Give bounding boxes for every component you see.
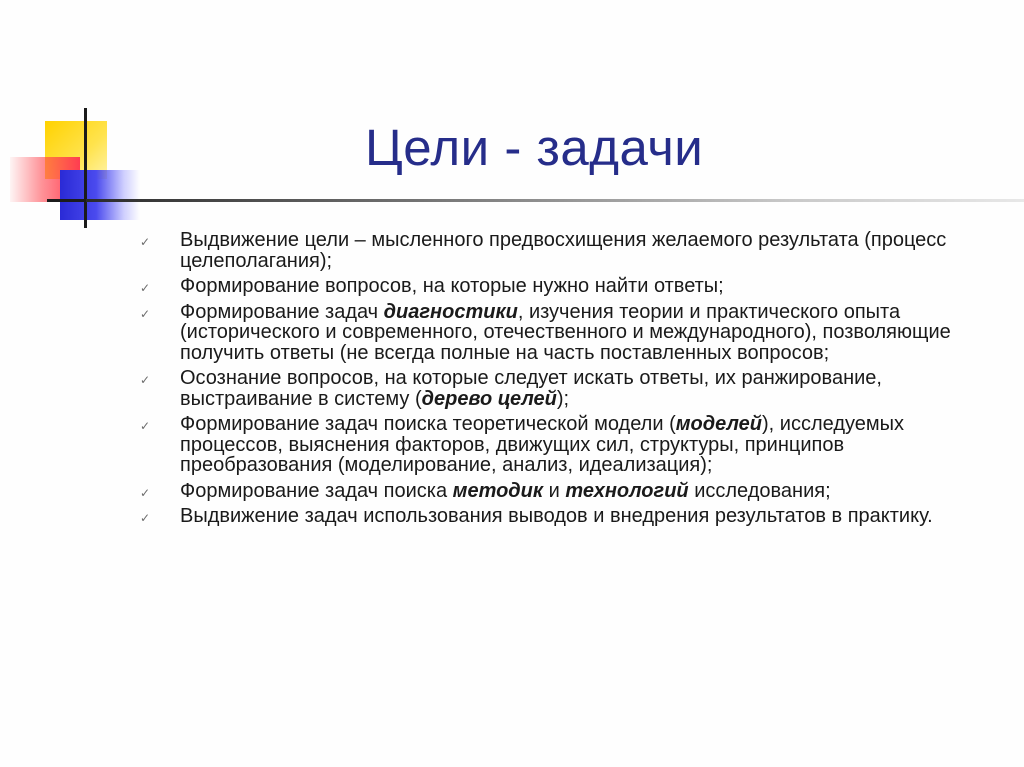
bullet-text: Формирование задач поиска теоретической модели ( (180, 413, 676, 435)
bullet-item (140, 479, 1000, 502)
check-icon: ✓ (140, 373, 151, 387)
bullet-item (140, 275, 1000, 297)
emphasis-term: методик (452, 479, 544, 502)
bullet-text: и (543, 479, 566, 502)
bullet-text: Формирование задач (180, 300, 384, 323)
bullet-text: исследования; (688, 479, 831, 502)
bullet-text: Формирование вопросов, на которые нужно найти ответы; (180, 275, 724, 297)
bullet-item (140, 300, 1000, 364)
bullet-item (140, 413, 1000, 476)
check-icon: ✓ (140, 235, 151, 249)
bullet-text: Выдвижение задач использования выводов и внедрения результатов в практику. (180, 505, 933, 527)
bullet-item (140, 367, 1000, 410)
bullet-text: Формирование задач поиска (180, 479, 453, 502)
emphasis-term: диагностики (383, 300, 518, 323)
check-icon: ✓ (140, 281, 151, 295)
bullet-list (140, 229, 1000, 532)
emphasis-term: дерево целей (421, 387, 557, 410)
bullet-text: Осознание вопросов, на которые следует искать ответы, их ранжирование, выстраивание в систему ( (180, 367, 882, 410)
check-icon: ✓ (140, 511, 151, 525)
bullet-text: Выдвижение цели – мысленного предвосхищения желаемого результата (процесс целеполагания); (180, 229, 947, 272)
title-underline (86, 199, 1024, 202)
bullet-text: ), исследуемых процессов, выяснения факторов, движущих сил, структуры, принципов преобразования (моделирование, анализ, идеализация); (180, 413, 905, 476)
check-icon: ✓ (140, 485, 151, 500)
slide-title: Цели - задачи (365, 119, 704, 176)
bullet-text: ); (556, 387, 570, 410)
decor-blue-square (60, 170, 140, 220)
check-icon: ✓ (140, 419, 151, 433)
emphasis-term: моделей (675, 413, 763, 435)
emphasis-term: технологий (565, 479, 689, 502)
bullet-item (140, 229, 1000, 272)
bullet-text: , изучения теории и практического опыта (исторического и современного, отечественного и международного), позволяющие получить ответы (не всегда полные на часть поставленных вопросов; (180, 300, 951, 364)
check-icon: ✓ (140, 306, 151, 321)
bullet-item (140, 505, 1000, 527)
decor-vertical-line (84, 108, 87, 228)
